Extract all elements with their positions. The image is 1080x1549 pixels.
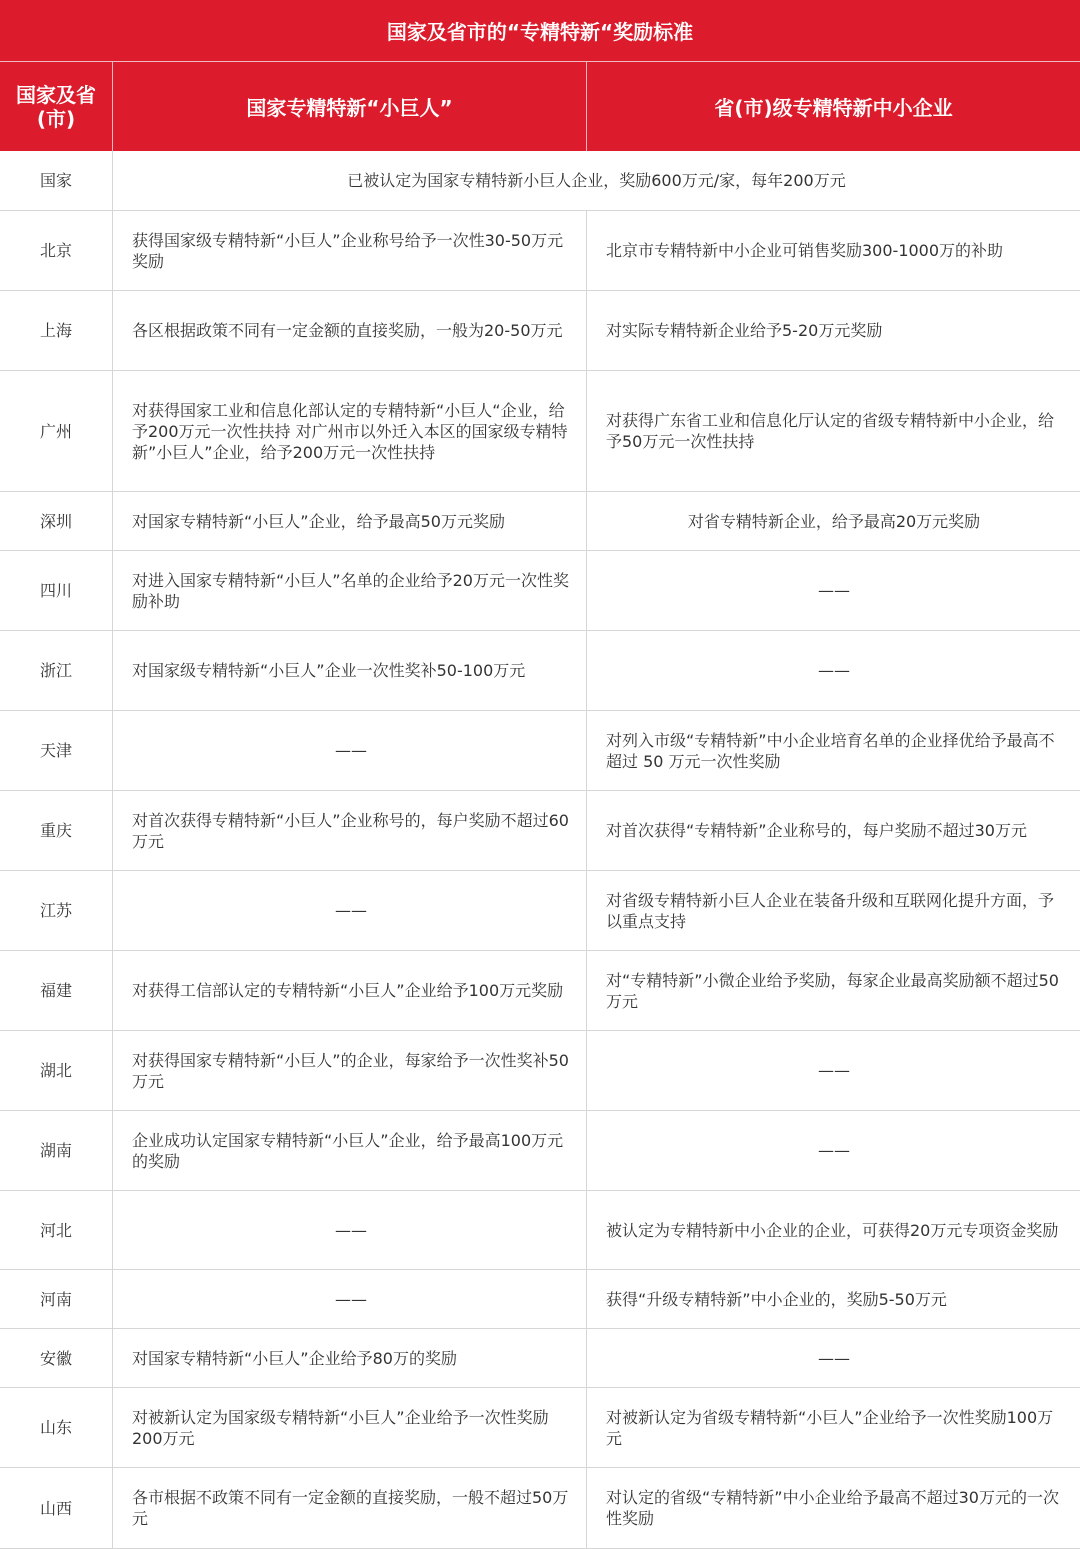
region-cell: 深圳 [39,511,72,531]
provincial-reward-cell: 被认定为专精特新中小企业的企业，可获得20万元专项资金奖励 [586,1191,1080,1269]
region-cell: 福建 [39,981,72,1000]
header-region: 国家及省(市) [0,62,112,151]
table-row [0,951,1080,1031]
table-title: 国家及省市的“专精特新“奖励标准 [0,0,1080,62]
table-row [0,1388,1080,1468]
national-reward-cell: —— [112,871,586,950]
provincial-reward-cell: 对获得广东省工业和信息化厅认定的省级专精特新中小企业，给予50万元一次性扶持 [586,371,1080,491]
region-cell: 四川 [39,581,72,600]
table-row [0,631,1080,711]
national-reward-cell: 对获得工信部认定的专精特新“小巨人”企业给予100万元奖励 [112,951,586,1030]
national-reward-cell: 获得国家级专精特新“小巨人”企业称号给予一次性30-50万元奖励 [112,211,586,290]
national-reward-cell: —— [112,711,586,790]
region-cell: 湖南 [39,1141,72,1160]
provincial-reward-cell: 获得“升级专精特新”中小企业的，奖励5-50万元 [586,1270,1080,1328]
provincial-reward-cell: 对省级专精特新小巨人企业在装备升级和互联网化提升方面，予以重点支持 [586,871,1080,950]
provincial-reward-cell: —— [586,1111,1080,1190]
national-reward-cell: 各区根据政策不同有一定金额的直接奖励，一般为20-50万元 [112,291,586,370]
national-reward-cell: 对被新认定为国家级专精特新“小巨人”企业给予一次性奖励200万元 [112,1388,586,1467]
region-cell: 安徽 [39,1348,72,1368]
region-cell: 广州 [39,421,72,441]
provincial-reward-cell: 对认定的省级“专精特新”中小企业给予最高不超过30万元的一次性奖励 [586,1468,1080,1548]
region-cell: 国家 [39,171,72,190]
table-row [0,1270,1080,1329]
table-row [0,291,1080,371]
region-cell: 上海 [39,321,72,340]
national-reward-cell: 企业成功认定国家专精特新“小巨人”企业，给予最高100万元的奖励 [112,1111,586,1190]
header-national-giant: 国家专精特新“小巨人” [113,62,586,151]
national-reward-cell: 已被认定为国家专精特新小巨人企业，奖励600万元/家，每年200万元 [112,151,1080,210]
region-cell: 河南 [39,1289,72,1309]
region-cell: 江苏 [39,901,72,920]
table-row [0,1111,1080,1191]
provincial-reward-cell: —— [586,551,1080,630]
provincial-reward-cell: 对省专精特新企业，给予最高20万元奖励 [586,492,1080,550]
national-reward-cell: 对首次获得专精特新“小巨人”企业称号的，每户奖励不超过60万元 [112,791,586,870]
national-reward-cell: 对国家级专精特新“小巨人”企业一次性奖补50-100万元 [112,631,586,710]
table-row [0,711,1080,791]
provincial-reward-cell: 对首次获得“专精特新”企业称号的，每户奖励不超过30万元 [586,791,1080,870]
table-row-national [0,151,1080,211]
region-cell: 湖北 [39,1061,72,1080]
region-cell: 北京 [39,241,72,260]
region-cell: 浙江 [39,661,72,680]
national-reward-cell: 各市根据不政策不同有一定金额的直接奖励，一般不超过50万元 [112,1468,586,1548]
region-cell: 重庆 [39,821,72,840]
provincial-reward-cell: 对实际专精特新企业给予5-20万元奖励 [586,291,1080,370]
provincial-reward-cell: 对被新认定为省级专精特新“小巨人”企业给予一次性奖励100万元 [586,1388,1080,1467]
provincial-reward-cell: —— [586,631,1080,710]
region-cell: 山东 [39,1418,72,1437]
region-cell: 河北 [39,1220,72,1240]
table-row [0,791,1080,871]
national-reward-cell: 对获得国家工业和信息化部认定的专精特新“小巨人“企业，给予200万元一次性扶持 对广州市以外迁入本区的国家级专精特新”小巨人”企业，给予200万元一次性扶持 [112,371,586,491]
header-provincial-sme: 省(市)级专精特新中小企业 [587,62,1080,151]
table-row [0,1468,1080,1549]
table-row [0,371,1080,492]
provincial-reward-cell: 对“专精特新”小微企业给予奖励，每家企业最高奖励额不超过50万元 [586,951,1080,1030]
region-cell: 天津 [39,741,72,760]
table-row [0,492,1080,551]
table-row [0,871,1080,951]
provincial-reward-cell: —— [586,1329,1080,1387]
region-cell: 山西 [39,1498,72,1518]
provincial-reward-cell: 对列入市级“专精特新”中小企业培育名单的企业择优给予最高不超过 50 万元一次性奖励 [586,711,1080,790]
provincial-reward-cell: 北京市专精特新中小企业可销售奖励300-1000万的补助 [586,211,1080,290]
national-reward-cell: 对国家专精特新“小巨人”企业，给予最高50万元奖励 [112,492,586,550]
table-row [0,211,1080,291]
table-row [0,1191,1080,1270]
national-reward-cell: —— [112,1191,586,1269]
table-row [0,1031,1080,1111]
national-reward-cell: 对获得国家专精特新“小巨人”的企业，每家给予一次性奖补50万元 [112,1031,586,1110]
national-reward-cell: 对国家专精特新“小巨人”企业给予80万的奖励 [112,1329,586,1387]
table-row [0,1329,1080,1388]
national-reward-cell: 对进入国家专精特新“小巨人”名单的企业给予20万元一次性奖励补助 [112,551,586,630]
national-reward-cell: —— [112,1270,586,1328]
provincial-reward-cell: —— [586,1031,1080,1110]
table-row [0,551,1080,631]
